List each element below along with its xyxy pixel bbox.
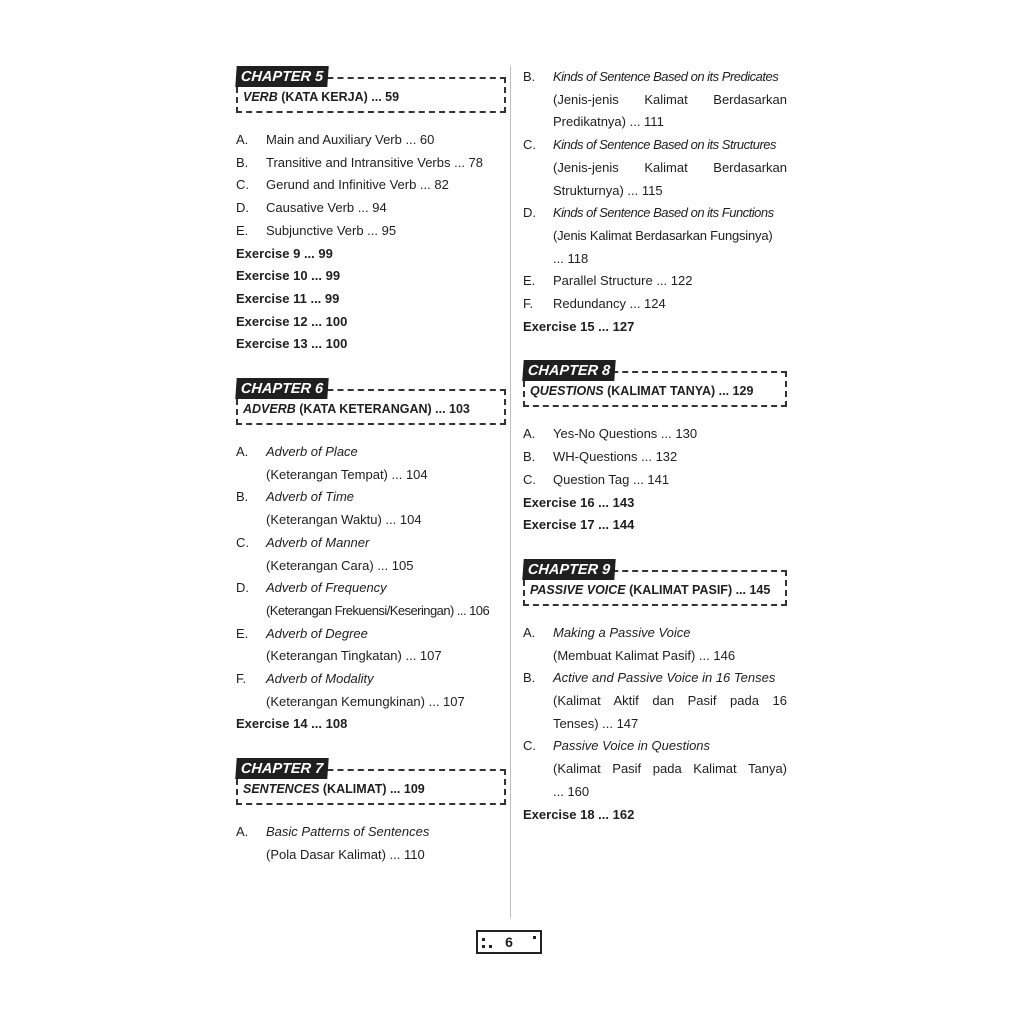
page-number: 6 <box>505 934 513 950</box>
toc-entry[interactable]: E. Adverb of Degree (Keterangan Tingkatan) ... 107 <box>236 625 442 664</box>
toc-entry[interactable]: C. Kinds of Sentence Based on its Structures (Jenis-jenis Kalimat Berdasarkan Strukturnya) ... 115 <box>523 137 787 198</box>
toc-entry[interactable]: C. Gerund and Infinitive Verb ... 82 <box>236 177 449 193</box>
chapter-title: VERB (KATA KERJA) ... 59 <box>236 77 506 113</box>
chapter-8-header <box>523 360 787 407</box>
toc-entry[interactable]: B. Kinds of Sentence Based on its Predicates (Jenis-jenis Kalimat Berdasarkan Predikatnya) ... 111 <box>523 69 787 130</box>
chapter-label: CHAPTER 9 <box>522 559 616 580</box>
toc-entry[interactable]: B. WH-Questions ... 132 <box>523 449 678 465</box>
chapter-label: CHAPTER 6 <box>235 378 329 399</box>
exercise-entry[interactable]: Exercise 14 ... 108 <box>236 716 348 732</box>
toc-entry[interactable]: B. Active and Passive Voice in 16 Tenses (Kalimat Aktif dan Pasif pada 16 Tenses) ... 147 <box>523 670 787 731</box>
corner-mark <box>533 936 536 939</box>
toc-entry[interactable]: A. Basic Patterns of Sentences (Pola Dasar Kalimat) ... 110 <box>236 824 430 862</box>
toc-entry[interactable]: A. Adverb of Place (Keterangan Tempat) ... 104 <box>236 444 428 482</box>
chapter-7-continued-list <box>523 66 787 338</box>
chapter-title: SENTENCES (KALIMAT) ... 109 <box>236 769 506 805</box>
toc-entry[interactable]: B. Adverb of Time (Keterangan Waktu) ... 104 <box>236 489 422 528</box>
exercise-entry[interactable]: Exercise 11 ... 99 <box>236 290 340 306</box>
toc-entry[interactable]: F. Redundancy ... 124 <box>523 296 666 312</box>
left-column <box>236 66 506 867</box>
toc-entry[interactable]: A. Main and Auxiliary Verb ... 60 <box>236 132 435 147</box>
chapter-9-list <box>523 622 787 826</box>
chapter-title: QUESTIONS (KALIMAT TANYA) ... 129 <box>523 371 787 407</box>
exercise-entry[interactable]: Exercise 15 ... 127 <box>523 318 635 334</box>
corner-mark <box>482 938 485 941</box>
exercise-entry[interactable]: Exercise 18 ... 162 <box>523 806 635 822</box>
right-column <box>523 66 787 826</box>
corner-mark <box>489 945 492 948</box>
chapter-5-header <box>236 66 506 113</box>
chapter-7-header <box>236 758 506 805</box>
toc-entry[interactable]: B. Transitive and Intransitive Verbs ... 78 <box>236 154 484 170</box>
chapter-9-header <box>523 559 787 606</box>
toc-entry[interactable]: D. Adverb of Frequency (Keterangan Frekuensi/Keseringan) ... 106 <box>236 580 490 618</box>
chapter-label: CHAPTER 5 <box>235 66 329 87</box>
exercise-entry[interactable]: Exercise 17 ... 144 <box>523 517 635 533</box>
toc-entry[interactable]: F. Adverb of Modality (Keterangan Kemungkinan) ... 107 <box>236 671 465 709</box>
exercise-entry[interactable]: Exercise 12 ... 100 <box>236 313 348 329</box>
toc-entry[interactable]: C. Adverb of Manner (Keterangan Cara) ... 105 <box>236 534 414 573</box>
exercise-entry[interactable]: Exercise 13 ... 100 <box>236 336 348 352</box>
chapter-6-list <box>236 441 506 736</box>
toc-entry[interactable]: C. Passive Voice in Questions (Kalimat Pasif pada Kalimat Tanya) ... 160 <box>523 738 787 799</box>
exercise-entry[interactable]: Exercise 10 ... 99 <box>236 268 341 284</box>
column-divider <box>510 66 511 918</box>
chapter-6-header <box>236 378 506 425</box>
toc-entry[interactable]: C. Question Tag ... 141 <box>523 471 670 487</box>
toc-entry[interactable]: E. Parallel Structure ... 122 <box>523 273 693 289</box>
corner-mark <box>482 945 485 948</box>
exercise-entry[interactable]: Exercise 16 ... 143 <box>523 494 635 510</box>
chapter-title: ADVERB (KATA KETERANGAN) ... 103 <box>236 389 506 425</box>
page-number-box <box>476 930 542 954</box>
toc-entry[interactable]: E. Subjunctive Verb ... 95 <box>236 222 397 238</box>
toc-entry[interactable]: A. Making a Passive Voice (Membuat Kalimat Pasif) ... 146 <box>523 624 736 663</box>
chapter-label: CHAPTER 8 <box>522 360 616 381</box>
chapter-5-list <box>236 129 506 356</box>
toc-entry[interactable]: D. Causative Verb ... 94 <box>236 200 387 216</box>
chapter-8-list <box>523 423 787 537</box>
chapter-label: CHAPTER 7 <box>235 758 329 779</box>
chapter-7-list <box>236 821 506 866</box>
exercise-entry[interactable]: Exercise 9 ... 99 <box>236 245 333 261</box>
toc-entry[interactable]: A. Yes-No Questions ... 130 <box>523 426 698 442</box>
toc-entry[interactable]: D. Kinds of Sentence Based on its Functions (Jenis Kalimat Berdasarkan Fungsinya) ... 118 <box>523 205 774 266</box>
chapter-title: PASSIVE VOICE (KALIMAT PASIF) ... 145 <box>523 570 787 606</box>
